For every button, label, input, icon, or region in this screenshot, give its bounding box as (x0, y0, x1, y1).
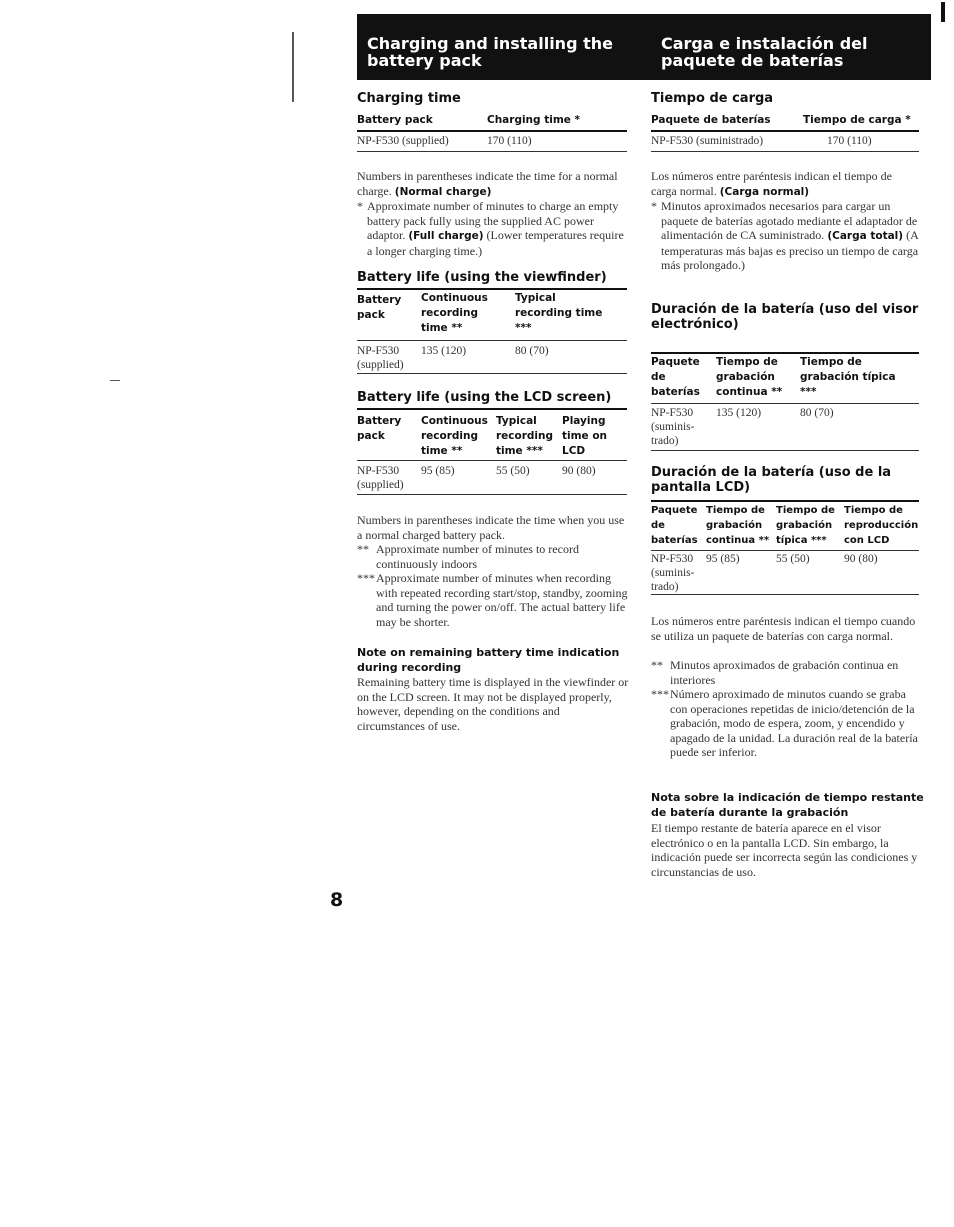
scan-mark (110, 380, 120, 381)
table-cell: 95 (85) (421, 465, 455, 477)
table-header: Paquete de baterías (651, 505, 698, 546)
table-header: Continuous recording time ** (421, 292, 488, 334)
footnote-text: (Lower temperatures require a longer charging time.) (367, 228, 624, 258)
lcd-note: Numbers in parentheses indicate the time when you use a normal charged battery pack. (357, 513, 625, 542)
viewfinder-heading: Battery life (using the viewfinder) (357, 270, 607, 285)
charging-time-heading: Charging time (357, 91, 461, 106)
carga-note (651, 169, 919, 199)
footnote-text: Número aproximado de minutos cuando se graba con operaciones repetidas de inicio/detención de la grabación, modo de espera, zoom, y encendido y apagado de la unidad. La duración real de la batería puede ser inferior. (670, 687, 918, 760)
table-rule (651, 151, 919, 152)
table-rule (357, 151, 627, 152)
table-cell: 90 (80) (562, 465, 596, 477)
table-cell: 170 (110) (827, 135, 872, 147)
table-cell: 55 (50) (496, 465, 530, 477)
charging-note-bold: (Normal charge) (394, 185, 492, 198)
nota-restante-heading: Nota sobre la indicación de tiempo restante de batería durante la grabación (651, 791, 924, 819)
footnote-mark: ** (651, 658, 663, 672)
charging-note-text: Numbers in parentheses indicate the time for a normal charge. (357, 169, 618, 198)
table-rule (651, 450, 919, 451)
pantalla-note: Los números entre paréntesis indican el tiempo cuando se utiliza un paquete de baterías con carga normal. (651, 614, 916, 643)
footnote-mark: *** (357, 571, 375, 585)
table-rule (651, 403, 919, 404)
table-rule (651, 594, 919, 595)
table-rule (357, 288, 627, 290)
table-cell: NP-F530 (supplied) (357, 135, 449, 147)
charging-note (357, 169, 629, 199)
table-header: Continuous recording time ** (421, 415, 488, 457)
table-rule (651, 130, 919, 132)
dstar-footnote-es (651, 658, 919, 687)
carga-note-bold: (Carga normal) (719, 185, 810, 198)
footnote-text: (A temperaturas más bajas es preciso un tiempo de carga más prolongado.) (661, 228, 919, 273)
table-rule (357, 408, 627, 410)
table-header: Tiempo de grabación típica *** (776, 505, 835, 546)
visor-heading: Duración de la batería (uso del visor electrónico) (651, 302, 919, 332)
star-footnote-es (651, 199, 919, 273)
footnote-text: Approximate number of minutes to charge an empty battery pack fully using the supplied AC power adaptor. (367, 199, 619, 243)
remaining-time-text: Remaining battery time is displayed in the viewfinder or on the LCD screen. It may not be displayed properly, however, depending on the conditions and circumstances of use. (357, 675, 629, 733)
table-header: Tiempo de carga * (803, 114, 911, 126)
lcd-heading: Battery life (using the LCD screen) (357, 390, 612, 405)
banner-title-en: Charging and installing the battery pack (367, 34, 613, 70)
table-header: Paquete de baterías (651, 356, 700, 398)
tstar-footnote-es (651, 687, 919, 760)
footnote-mark: * (651, 199, 657, 213)
table-cell: 135 (120) (716, 407, 762, 419)
carga-note-text: Los números entre paréntesis indican el tiempo de carga normal. (651, 169, 892, 198)
footnote-mark: *** (651, 687, 669, 701)
table-header-charging-time: Charging time * (487, 114, 581, 126)
table-header: Battery pack (357, 415, 402, 442)
pantalla-heading: Duración de la batería (uso de la pantalla LCD) (651, 465, 892, 495)
table-cell: NP-F530 (suminis-trado) (651, 553, 695, 593)
table-cell: 135 (120) (421, 345, 467, 357)
table-cell: 90 (80) (844, 553, 878, 565)
table-rule (357, 494, 627, 495)
table-cell: 55 (50) (776, 553, 810, 565)
dstar-footnote (357, 542, 629, 571)
table-header: Playing time on LCD (562, 415, 608, 457)
table-header: Tiempo de grabación continua ** (706, 505, 770, 546)
scan-mark (292, 32, 294, 102)
footnote-text: Approximate number of minutes when recording with repeated recording start/stop, standby, zooming and turning the power on/off. The actual battery life may be shorter. (376, 571, 628, 629)
table-cell: 80 (70) (800, 407, 834, 419)
table-cell: NP-F530 (supplied) (357, 465, 404, 491)
table-rule (357, 130, 627, 132)
nota-restante-text: El tiempo restante de batería aparece en el visor electrónico o en la pantalla LCD. Sin embargo, la indicación puede ser incorrecta según las condiciones y circunstancias de uso. (651, 821, 918, 879)
table-cell: NP-F530 (suministrado) (651, 135, 764, 147)
table-header: Tiempo de grabación típica *** (800, 356, 896, 398)
table-rule (357, 460, 627, 461)
table-header: Typical recording time *** (515, 292, 603, 334)
banner-title-es: Carga e instalación del paquete de baterías (661, 34, 868, 70)
footnote-text: Minutos aproximados de grabación continua en interiores (670, 658, 899, 687)
table-header: Tiempo de reproducción con LCD (844, 505, 919, 546)
table-header-battery-pack: Battery pack (357, 114, 433, 126)
table-rule (651, 352, 919, 354)
footnote-text: Approximate number of minutes to record continuously indoors (376, 542, 579, 571)
footnote-bold: (Carga total) (827, 230, 904, 243)
table-cell: NP-F530 (supplied) (357, 345, 404, 371)
star-footnote (357, 199, 629, 258)
table-rule (651, 500, 919, 502)
table-cell: 170 (110) (487, 135, 532, 147)
footnote-mark: * (357, 199, 363, 213)
footnote-mark: ** (357, 542, 369, 556)
table-header: Typical recording time *** (496, 415, 554, 457)
table-header: Paquete de baterías (651, 114, 771, 126)
tiempo-carga-heading: Tiempo de carga (651, 91, 774, 106)
table-rule (651, 550, 919, 551)
edge-mark (941, 2, 945, 22)
page-number: 8 (330, 889, 344, 911)
table-cell: 95 (85) (706, 553, 740, 565)
tstar-footnote (357, 571, 629, 629)
table-rule (357, 373, 627, 374)
remaining-time-heading: Note on remaining battery time indication during recording (357, 646, 620, 674)
table-header: Tiempo de grabación continua ** (716, 356, 783, 398)
table-cell: 80 (70) (515, 345, 549, 357)
table-header: Battery pack (357, 294, 402, 321)
footnote-text: Minutos aproximados necesarios para cargar un paquete de baterías agotado mediante el adaptador de alimentación de CA suministrado. (661, 199, 918, 243)
table-rule (357, 340, 627, 341)
footnote-bold: (Full charge) (408, 230, 484, 243)
table-cell: NP-F530 (suminis-trado) (651, 407, 695, 447)
